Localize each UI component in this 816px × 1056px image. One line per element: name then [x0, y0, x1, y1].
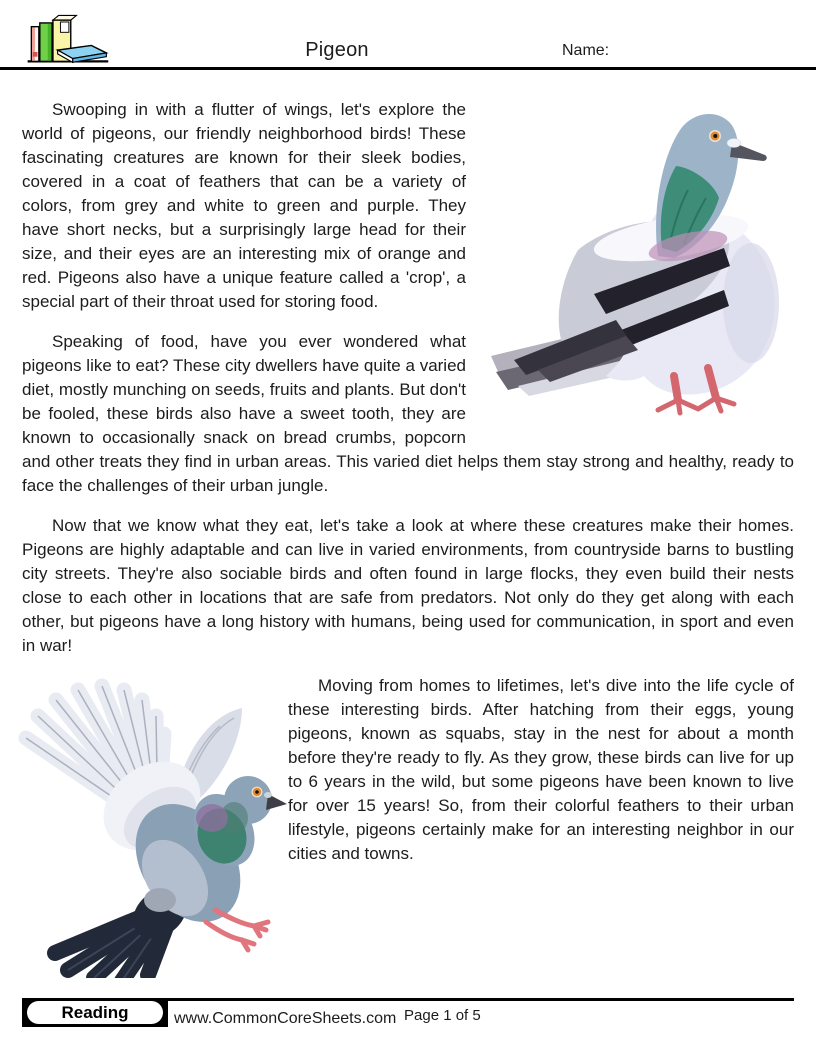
flying-pigeon-image [10, 678, 288, 948]
books-stack-icon [22, 7, 112, 67]
paragraph-3: Now that we know what they eat, let's take a look at where these creatures make their homes. Pigeons are highly adaptable and can live in varied environments, from countryside barns to bustling city streets. They're also sociable birds and often found in large flocks, they even build their nests close to each other in locations that are safe from predators. Not only do they get along with each other, but pigeons have a long history with humans, being used for communication, in sport and even in war! [22, 516, 794, 655]
life-cycle-section [22, 674, 794, 866]
name-label: Name: [562, 42, 610, 59]
header [0, 0, 816, 70]
page-indicator: Page 1 of 5 [404, 1007, 481, 1024]
footer-rule [168, 998, 794, 1001]
reading-badge [22, 998, 168, 1027]
standing-pigeon-image [466, 98, 794, 438]
page-title: Pigeon [305, 39, 369, 61]
paragraph-1: Swooping in with a flutter of wings, let's explore the world of pigeons, our friendly neighborhood birds! These fascinating creatures are known for their sleek bodies, covered in a coat of feathers that can be a variety of colors, from grey and white to green and purple. They have short necks, but a surprisingly large head for their size, and their eyes are an interesting mix of orange and red. Pigeons also have a unique feature called a 'crop', a special part of their throat used for storing food. [22, 100, 466, 311]
paragraph-4: Moving from homes to lifetimes, let's dive into the life cycle of these interesting birds. After hatching from their eggs, young pigeons, known as squabs, stay in the nest for about a month before they're ready to fly. As they grow, these birds can live for up to 6 years in the wild, but some pigeons have been known to live for over 15 years! So, from their colorful feathers to their urban lifestyle, pigeons certainly make for an interesting neighbor in our cities and towns. [288, 676, 794, 863]
reading-badge-label: Reading [27, 1001, 163, 1024]
paragraph-2: Speaking of food, have you ever wondered what pigeons like to eat? These city dwellers have quite a varied diet, mostly munching on seeds, fruits and plants. But don't be fooled, these birds also have a sweet tooth, they are known to occasionally snack on bread crumbs, popcorn and other treats they find in urban areas. This varied diet helps them stay strong and healthy, ready to face the challenges of their urban jungle. [22, 332, 794, 495]
reading-passage [0, 70, 816, 866]
website-url: www.CommonCoreSheets.com [174, 1010, 397, 1027]
